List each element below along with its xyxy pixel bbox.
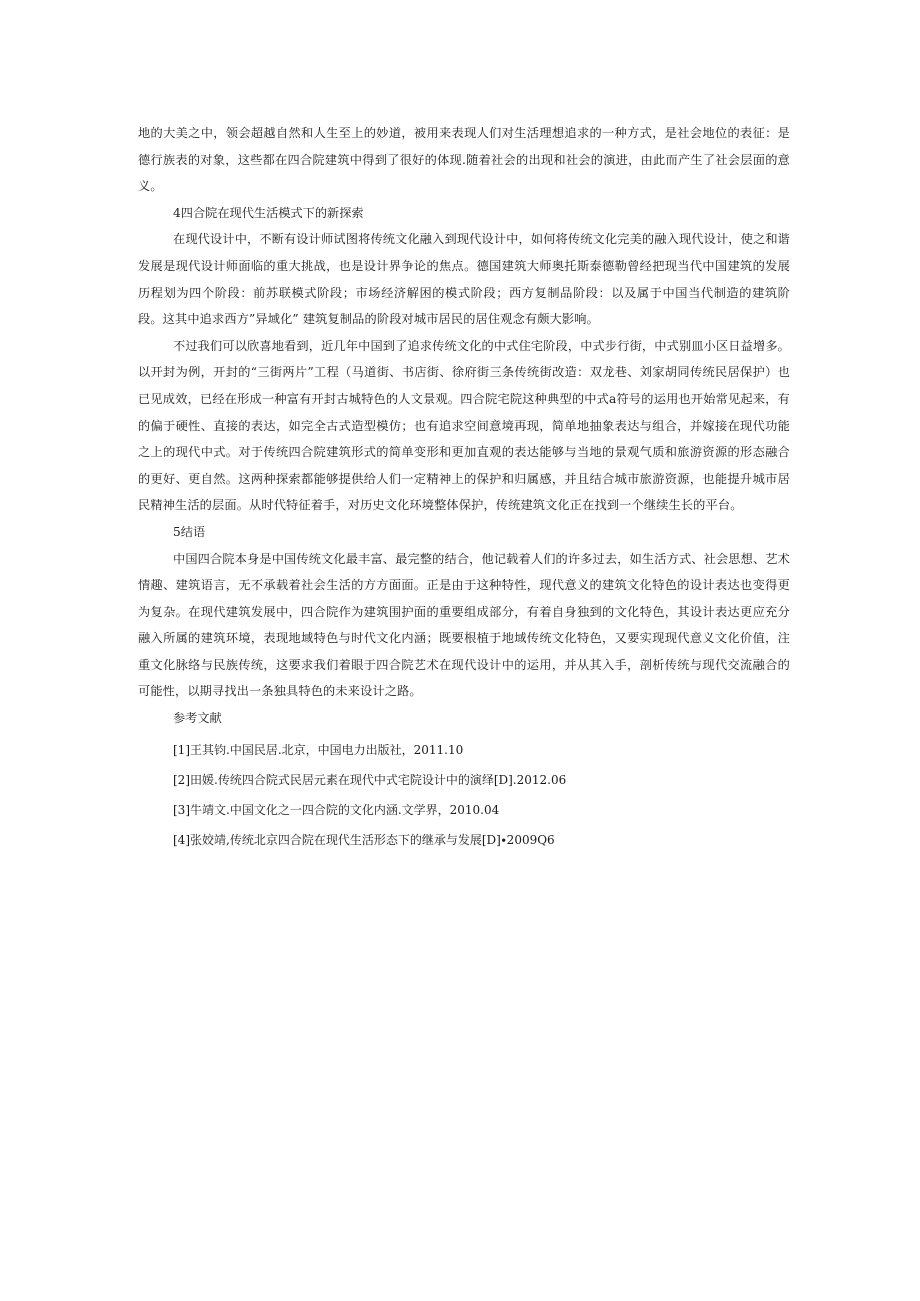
reference-item-1: [1]王其钧.中国民居.北京，中国电力出版社，2011.10 — [173, 742, 464, 757]
references-heading: 参考文献 — [173, 711, 222, 726]
reference-item-4: [4]张姣靖,传统北京四合院在现代生活形态下的继承与发展[D]∙2009Q6 — [173, 832, 555, 847]
section-4-paragraph-1: 在现代设计中，不断有设计师试图将传统文化融入到现代设计中，如何将传统文化完美的融入现代设计，使之和谐发展是现代设计师面临的重大挑战，也是设计界争论的焦点。德国建筑大师奥托斯泰德勒曾经把现当代中国建筑的发展历程划为四个阶段：前苏联模式阶段；市场经济解困的模式阶段；西方复制品阶段：以及属于中国当代制造的建筑阶段。这其中追求西方”异域化” 建筑复制品的阶段对城市居民的居住观念有颇大影响。 — [138, 232, 790, 327]
reference-item-2: [2]田媛.传统四合院式民居元素在现代中式宅院设计中的演绎[D].2012.06 — [173, 772, 567, 787]
section-5-heading: 5结语 — [173, 524, 206, 539]
section-5-paragraph-1: 中国四合院本身是中国传统文化最丰富、最完整的结合，他记载着人们的许多过去，如生活方式、社会思想、艺术情趣、建筑语言，无不承载着社会生活的方方面面。正是由于这种特性，现代意义的建筑文化特色的设计表达也变得更为复杂。在现代建筑发展中，四合院作为建筑围护面的重要组成部分，有着自身独到的文化特色，其设计表达更应充分融入所属的建筑环境，表现地域特色与时代文化内涵；既要根植于地域传统文化特色，又要实现现代意义文化价值，注重文化脉络与民族传统，这要求我们着眼于四合院艺术在现代设计中的运用，并从其入手，剖析传统与现代交流融合的可能性，以期寻找出一条独具特色的未来设计之路。 — [138, 551, 790, 699]
section-4-paragraph-2: 不过我们可以欣喜地看到，近几年中国到了追求传统文化的中式住宅阶段，中式步行街，中式别皿小区日益增多。以开封为例，开封的“三街两片”工程（马道街、书店街、徐府街三条传统街改造：双龙巷、刘家胡同传统民居保护）也已见成效，已经在形成一种富有开封古城特色的人文景观。四合院宅院这种典型的中式a符号的运用也开始常见起来，有的偏于硬性、直接的表达，如完全古式造型模仿；也有追求空间意境再现，简单地抽象表达与组合，并嫁接在现代功能之上的现代中式。对于传统四合院建筑形式的简单变形和更加直观的表达能够与当地的景观气质和旅游资源的形态融合的更好、更自然。这两种探索都能够提供给人们一定精神上的保护和归属感，并且结合城市旅游资源，也能提升城市居民精神生活的层面。从时代特征着手，对历史文化环境整体保护，传统建筑文化正在找到一个继续生长的平台。 — [138, 338, 790, 513]
reference-item-3: [3]牛靖文.中国文化之一四合院的文化内涵.文学界，2010.04 — [173, 802, 500, 817]
section-4-heading: 4四合院在现代生活模式下的新探索 — [173, 205, 364, 220]
reference-list — [138, 735, 790, 855]
continuation-paragraph: 地的大美之中，领会超越自然和人生至上的妙道，被用来表现人们对生活理想追求的一种方式，是社会地位的表征：是德行族表的对象，这些都在四合院建筑中得到了很好的体现.随着社会的出现和社会的演进，由此而产生了社会层面的意义。 — [138, 126, 790, 194]
document-page — [138, 120, 790, 855]
